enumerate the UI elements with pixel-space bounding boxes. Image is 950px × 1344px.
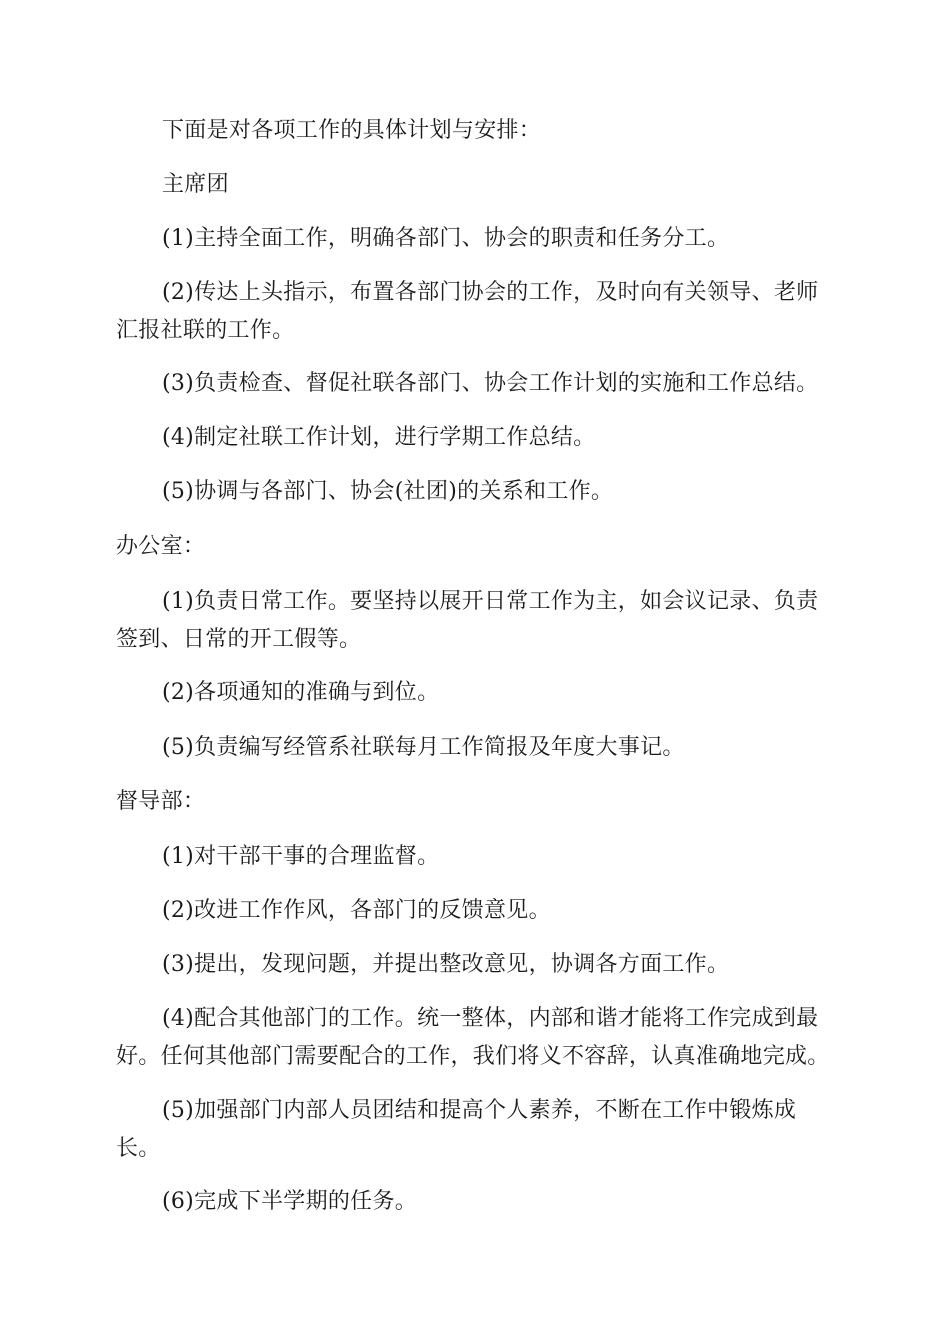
presidium-item-3: (3)负责检查、督促社联各部门、协会工作计划的实施和工作总结。 xyxy=(162,371,819,396)
section-heading-office: 办公室： xyxy=(116,534,206,559)
supervision-item-3: (3)提出，发现问题，并提出整改意见，协调各方面工作。 xyxy=(162,952,730,977)
presidium-item-1: (1)主持全面工作，明确各部门、协会的职责和任务分工。 xyxy=(162,226,730,251)
supervision-item-4: (4)配合其他部门的工作。统一整体，内部和谐才能将工作完成到最好。任何其他部门需要配合的工作，我们将义不容辞，认真准确地完成。 xyxy=(116,1006,830,1069)
supervision-item-2: (2)改进工作作风，各部门的反馈意见。 xyxy=(162,898,551,923)
presidium-item-4: (4)制定社联工作计划，进行学期工作总结。 xyxy=(162,425,596,450)
supervision-item-6: (6)完成下半学期的任务。 xyxy=(162,1189,418,1214)
office-item-5: (5)负责编写经管系社联每月工作简报及年度大事记。 xyxy=(162,735,685,760)
supervision-item-1: (1)对干部干事的合理监督。 xyxy=(162,844,440,869)
supervision-item-5: (5)加强部门内部人员团结和提高个人素养，不断在工作中锻炼成长。 xyxy=(116,1098,797,1161)
presidium-item-5: (5)协调与各部门、协会(社团)的关系和工作。 xyxy=(162,479,614,504)
presidium-item-2: (2)传达上头指示，布置各部门协会的工作，及时向有关领导、老师汇报社联的工作。 xyxy=(116,280,819,343)
section-heading-presidium: 主席团 xyxy=(162,172,229,197)
office-item-2: (2)各项通知的准确与到位。 xyxy=(162,680,440,705)
intro-paragraph: 下面是对各项工作的具体计划与安排： xyxy=(162,118,542,143)
section-heading-supervision: 督导部： xyxy=(116,789,206,814)
office-item-1: (1)负责日常工作。要坚持以展开日常工作为主，如会议记录、负责签到、日常的开工假等。 xyxy=(116,589,819,652)
